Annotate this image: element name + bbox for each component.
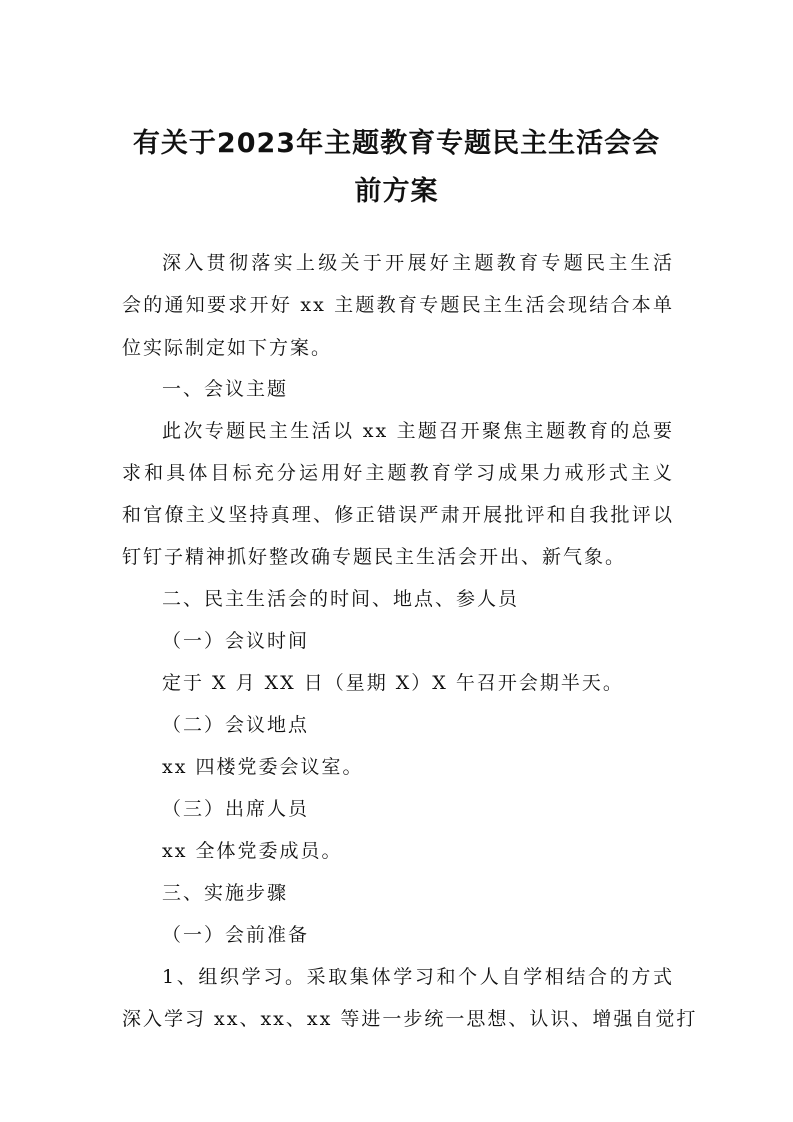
paragraph-line: 定于 X 月 XX 日（星期 X）X 午召开会期半天。 — [162, 672, 624, 694]
paragraph-line: 位实际制定如下方案。 — [122, 337, 333, 359]
paragraph-line: 钉钉子精神抓好整改确专题民主生活会开出、新气象。 — [122, 546, 627, 568]
paragraph-line: 1、组织学习。采取集体学习和个人自学相结合的方式 — [162, 966, 674, 988]
paragraph-line: 深入贯彻落实上级关于开展好主题教育专题民主生活 — [162, 252, 674, 274]
paragraph-line: 求和具体目标充分运用好主题教育学习成果力戒形式主义 — [122, 462, 674, 484]
subsection-heading: （一）会议时间 — [162, 630, 310, 652]
subsection-heading: （二）会议地点 — [162, 714, 310, 736]
paragraph-line: 和官僚主义坚持真理、修正错误严肃开展批评和自我批评以 — [122, 504, 674, 526]
subsection-heading: （一）会前准备 — [162, 924, 310, 946]
paragraph-line: 深入学习 xx、xx、xx 等进一步统一思想、认识、增强自觉打 — [122, 1008, 698, 1030]
paragraph-line: 会的通知要求开好 xx 主题教育专题民主生活会现结合本单 — [122, 294, 674, 316]
section-heading: 二、民主生活会的时间、地点、参人员 — [162, 588, 520, 610]
document-title-line-2: 前方案 — [354, 176, 439, 207]
document-title-line-1: 有关于2023年主题教育专题民主生活会会 — [132, 128, 661, 159]
subsection-heading: （三）出席人员 — [162, 798, 310, 820]
section-heading: 一、会议主题 — [162, 378, 289, 400]
section-heading: 三、实施步骤 — [162, 882, 289, 904]
paragraph-line: xx 全体党委成员。 — [162, 840, 343, 862]
paragraph-line: xx 四楼党委会议室。 — [162, 756, 364, 778]
paragraph-line: 此次专题民主生活以 xx 主题召开聚焦主题教育的总要 — [162, 420, 674, 442]
